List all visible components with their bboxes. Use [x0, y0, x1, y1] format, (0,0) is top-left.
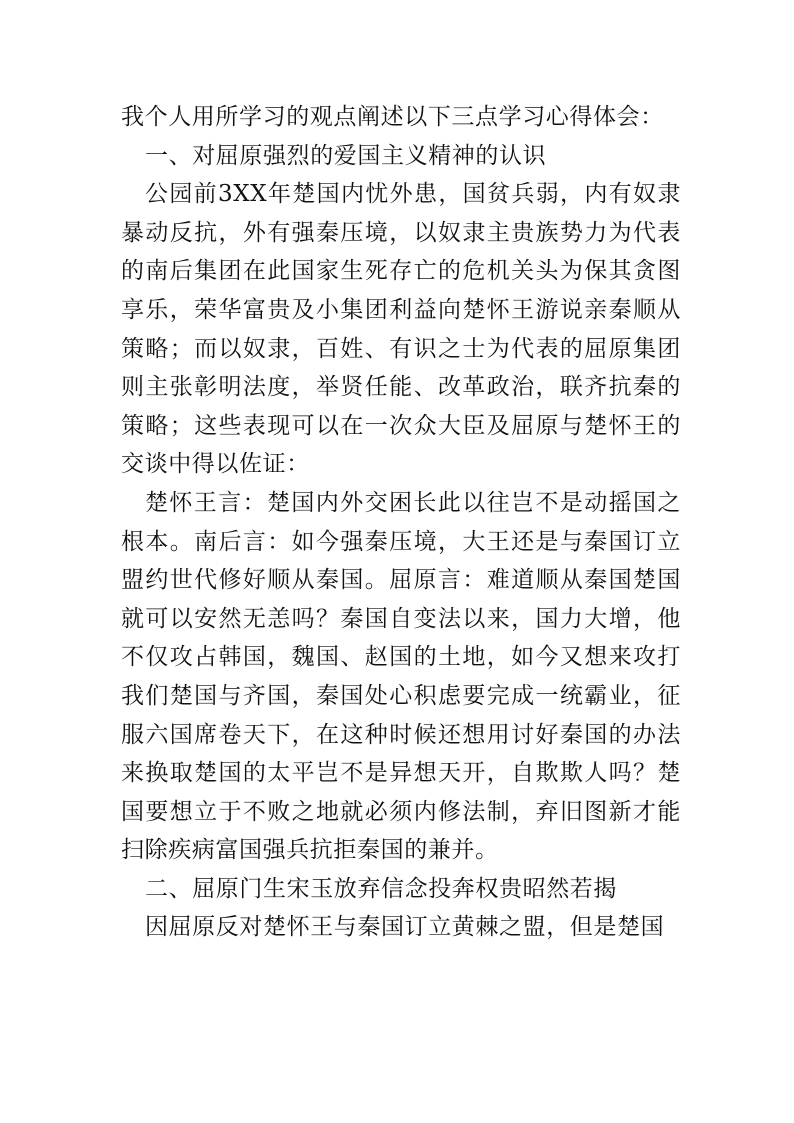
body-paragraph-2: 楚怀王言：楚国内外交困长此以往岂不是动摇国之根本。南后言：如今强秦压境，大王还是与秦国订立盟约世代修好顺从秦国。屈原言：难道顺从秦国楚国就可以安然无恙吗？秦国自变法以来，国力大增，他不仅攻占韩国，魏国、赵国的土地，如今又想来攻打我们楚国与齐国，秦国处心积虑要完成一统霸业，征服六国席卷天下，在这种时候还想用讨好秦国的办法来换取楚国的太平岂不是异想天开，自欺欺人吗？楚国要想立于不败之地就必须内修法制，弃旧图新才能扫除疾病富国强兵抗拒秦国的兼并。 — [121, 489, 681, 864]
intro-paragraph: 我个人用所学习的观点阐述以下三点学习心得体会： — [121, 104, 664, 130]
section-heading-2: 二、屈原门生宋玉放弃信念投奔权贵昭然若揭 — [145, 875, 617, 902]
section-heading-1: 一、对屈原强烈的爱国主义精神的认识 — [145, 142, 547, 169]
document-body — [121, 98, 681, 947]
body-paragraph-3: 因屈原反对楚怀王与秦国订立黄棘之盟，但是楚国 — [145, 914, 665, 941]
body-paragraph-1: 公园前3XX年楚国内忧外患，国贫兵弱，内有奴隶暴动反抗，外有强秦压境，以奴隶主贵族势力为代表的南后集团在此国家生死存亡的危机关头为保其贪图享乐，荣华富贵及小集团利益向楚怀王游说亲秦顺从策略；而以奴隶，百姓、有识之士为代表的屈原集团则主张彰明法度，举贤任能、改革政治，联齐抗秦的策略；这些表现可以在一次众大臣及屈原与楚怀王的交谈中得以佐证： — [121, 181, 681, 478]
